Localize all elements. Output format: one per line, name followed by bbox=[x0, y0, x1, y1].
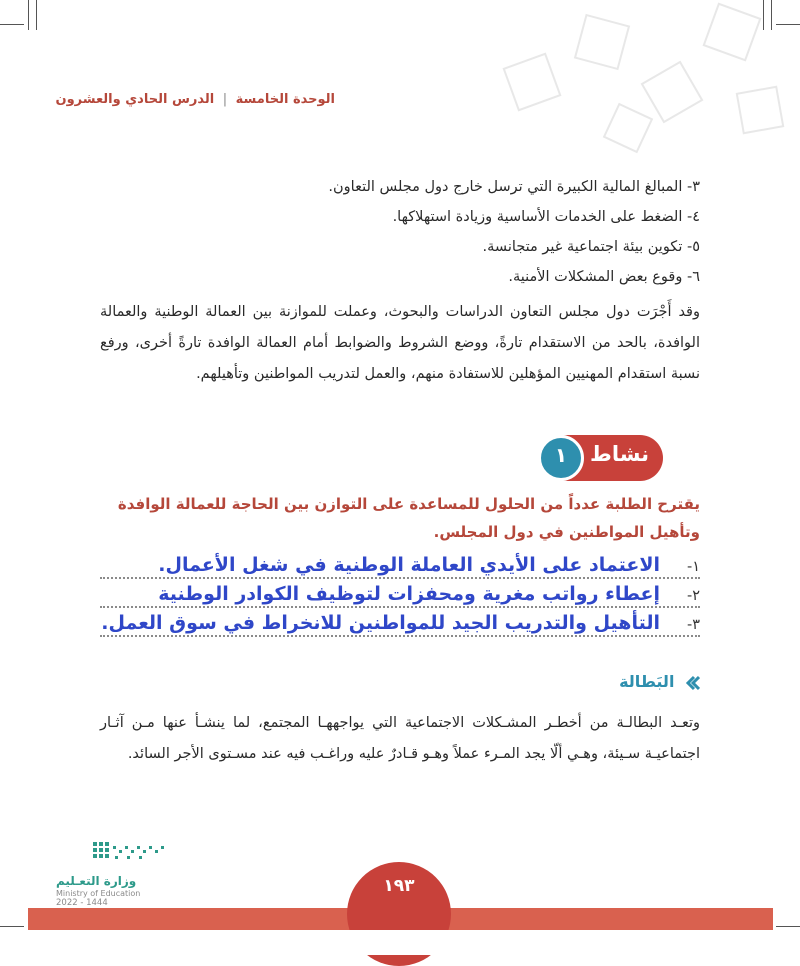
dotted-line bbox=[100, 606, 700, 608]
logo-english: Ministry of Education bbox=[56, 889, 141, 898]
problems-list bbox=[100, 172, 700, 292]
activity-label: نشاط bbox=[590, 442, 649, 466]
list-item: ٦- وقوع بعض المشكلات الأمنية. bbox=[508, 269, 700, 285]
crop-mark bbox=[776, 926, 800, 927]
section-title: البَطالة bbox=[619, 672, 675, 691]
lesson-label: الدرس الحادي والعشرون bbox=[55, 92, 215, 107]
answer-number: ١- bbox=[681, 559, 700, 575]
crop-mark bbox=[0, 926, 24, 927]
footer-margin bbox=[0, 930, 800, 955]
answer-number: ٢- bbox=[681, 588, 700, 604]
handwritten-answer: التأهيل والتدريب الجيد للمواطنين للانخراط في سوق العمل. bbox=[95, 612, 660, 634]
logo-name: وزارة التعـليم bbox=[56, 874, 137, 888]
answer-number: ٣- bbox=[681, 617, 700, 633]
crop-mark bbox=[28, 0, 29, 30]
list-item: ٤- الضغط على الخدمات الأساسية وزيادة استهلاكها. bbox=[392, 209, 700, 225]
header-separator: | bbox=[222, 92, 228, 107]
list-item: ٣- المبالغ المالية الكبيرة التي ترسل خارج دول مجلس التعاون. bbox=[328, 179, 700, 195]
section-paragraph: وتعـد البطالـة من أخطـر المشـكلات الاجتماعية التي يواجههـا المجتمع، لما ينشـأ عنها مـن آثـار اجتماعيـة سـيئة، وهـي ألّا يجد المـرء عملاً وهـو قـادرٌ عليه وراغـب فيه عند مسـتوى الأجر السائد. bbox=[100, 715, 700, 762]
answer-line bbox=[100, 555, 700, 583]
unit-label: الوحدة الخامسة bbox=[235, 92, 335, 107]
crop-mark bbox=[36, 0, 37, 30]
logo-year: 2022 - 1444 bbox=[56, 898, 108, 908]
crop-mark bbox=[0, 24, 24, 25]
decorative-cube-pattern bbox=[470, 0, 800, 170]
answer-line bbox=[100, 584, 700, 612]
handwritten-answer: إعطاء رواتب مغرية ومحفزات لتوظيف الكوادر الوطنية bbox=[152, 583, 660, 605]
section-heading bbox=[619, 672, 700, 691]
list-item: ٥- تكوين بيئة اجتماعية غير متجانسة. bbox=[482, 239, 700, 255]
dotted-line bbox=[100, 577, 700, 579]
activity-number: ١ bbox=[554, 443, 568, 467]
activity-badge bbox=[538, 435, 663, 481]
activity-prompt: يقترح الطلبة عدداً من الحلول للمساعدة على التوازن بين الحاجة للعمالة الوافدة وتأهيل المواطنين في دول المجلس. bbox=[117, 495, 700, 541]
answer-line bbox=[100, 613, 700, 641]
double-chevron-icon bbox=[686, 675, 700, 691]
dotted-line bbox=[100, 635, 700, 637]
handwritten-answer: الاعتماد على الأيدي العاملة الوطنية في شغل الأعمال. bbox=[152, 554, 660, 576]
page-number: ١٩٣ bbox=[383, 876, 415, 896]
body-paragraph: وقد أَجْرَت دول مجلس التعاون الدراسات والبحوث، وعملت للموازنة بين العمالة الوطنية والعمالة الوافدة، بالحد من الاستقدام تارةً، ووضع الشروط والضوابط أمام العمالة الوافدة تارةً أخرى، ورفع نسبة استقدام المهنيين المؤهلين للاستفادة منهم، والعمل لتدريب المواطنين وتأهيلهم. bbox=[100, 304, 700, 382]
page-header bbox=[55, 92, 335, 107]
